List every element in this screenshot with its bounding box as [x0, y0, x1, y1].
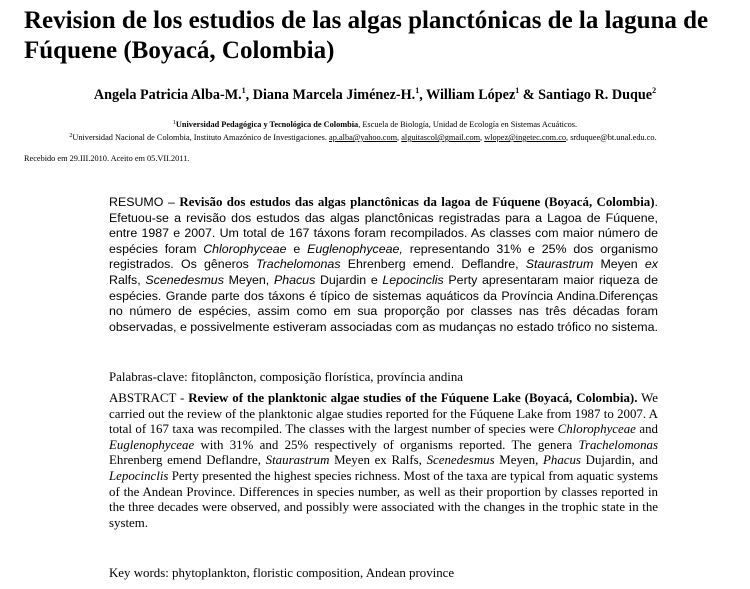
- email-text: srduquee@bt.unal.edu.co: [570, 133, 655, 142]
- resumo-text: Meyen: [593, 257, 645, 272]
- affiliation-marker: 1: [241, 86, 246, 95]
- abstract-text: We carried out the review of the planktonic algae studies reported for the Fúquene Lake from 1987 to 2007. A total of 167 taxa was recompiled. The classes with the largest number of species were: [109, 391, 658, 437]
- author-name: Santiago R. Duque: [538, 87, 653, 103]
- taxon-name: Staurastrum: [265, 453, 330, 468]
- abstract-text: Meyen,: [494, 453, 543, 468]
- resumo-label: RESUMO –: [109, 195, 180, 209]
- affiliation-marker: 2: [69, 133, 73, 139]
- received-date: Recebido em 29.III.2010. Aceito em 05.VII.2011.: [24, 154, 190, 163]
- resumo-text: Dujardin e: [315, 272, 383, 287]
- taxon-name: Chlorophyceae: [557, 422, 636, 437]
- abstract-heading: Review of the planktonic algae studies of the Fúquene Lake (Boyacá, Colombia).: [188, 391, 638, 405]
- resumo-text: Perty apresentaram maior riqueza de espécies. Grande parte dos táxons é típico de sistemas aquáticos da Província Andina.Diferenças no número de espécies, assim como em sua proporção por classes nas três décadas foram observadas, e possivelmente estiveram associadas com as mudanças no estado trófico no sistema.: [109, 272, 658, 334]
- taxon-name: Lepocinclis: [382, 272, 444, 287]
- author-name: Diana Marcela Jiménez-H.: [252, 87, 416, 103]
- taxon-name: Phacus: [543, 453, 581, 468]
- affiliation-end: .: [654, 133, 657, 142]
- author-separator: ,: [245, 87, 253, 103]
- affiliation-institution: Universidad Pedagógica y Tecnológica de Colombia: [175, 120, 359, 129]
- affiliation-marker: 1: [172, 120, 176, 126]
- taxon-name: Trachelomonas: [578, 437, 658, 452]
- abstract-text: and: [635, 422, 658, 437]
- author-separator: &: [519, 87, 539, 103]
- abstract-label: ABSTRACT -: [109, 391, 189, 405]
- taxon-name: Staurastrum: [525, 257, 594, 272]
- affiliation-detail: , Escuela de Biología, Unidad de Ecología en Sistemas Acuáticos.: [358, 120, 578, 129]
- resumo-text: Meyen,: [223, 272, 274, 287]
- email-link[interactable]: ap.alba@yahoo.com: [329, 133, 398, 142]
- affiliation-1: [0, 120, 750, 129]
- author-name: William López: [426, 87, 516, 103]
- abstract-text: Dujardin, and: [580, 453, 658, 468]
- resumo-heading: Revisão dos estudos das algas planctônicas da lagoa de Fúquene (Boyacá, Colombia): [179, 195, 655, 209]
- taxon-name: Phacus: [273, 272, 316, 287]
- resumo-text: representando 31% e 25% dos organismo registrados. Os gêneros: [109, 241, 658, 272]
- affiliation-2: [0, 133, 738, 142]
- abstract-text: Ehrenberg emend Deflandre,: [109, 453, 266, 468]
- paper-title: Revision de los estudios de las algas planctónicas de la laguna de Fúquene (Boyacá, Colombia): [24, 7, 709, 64]
- abstract-text: Perty presented the highest species richness. Most of the taxa are typical from aquatic systems of the Andean Province. Differences in species number, as well as their proportion by classes reported in the three decades were observed, and possibly were associated with the changes in the trophic state in the system.: [109, 468, 658, 530]
- resumo-paragraph: [109, 195, 658, 335]
- resumo-text: e: [286, 241, 308, 256]
- email-separator: ,: [397, 133, 402, 142]
- affiliation-detail: Universidad Nacional de Colombia, Instituto Amazónico de Investigaciones.: [72, 133, 330, 142]
- email-link[interactable]: wlopez@ingetec.com.co: [484, 133, 567, 142]
- abstract-paragraph: [109, 391, 658, 531]
- resumo-text: Ehrenberg emend. Deflandre,: [340, 257, 526, 272]
- resumo-text: . Efetuou-se a revisão dos estudos das algas planctônicas registradas para a Lagoa de Fúquene, entre 1987 e 2007. Um total de 167 táxons foram recompilados. As classes com maior número de espécies foram: [109, 195, 658, 256]
- abstract-text: Meyen ex Ralfs,: [329, 453, 427, 468]
- palabras-clave: Palabras-clave: fitoplâncton, composição florística, província andina: [109, 370, 464, 384]
- email-separator: ,: [566, 133, 571, 142]
- key-words: Key words: phytoplankton, floristic composition, Andean province: [109, 566, 455, 580]
- taxon-name: Lepocinclis: [109, 468, 169, 483]
- abstract-text: with 31% and 25% respectively of organisms reported. The genera: [194, 437, 579, 452]
- taxon-name: Euglenophyceae: [109, 437, 195, 452]
- resumo-text: Ralfs,: [109, 272, 146, 287]
- taxon-name: ex: [644, 257, 658, 272]
- taxon-name: Scenedesmus: [426, 453, 495, 468]
- taxon-name: Scenedesmus: [145, 272, 224, 287]
- taxon-name: Trachelomonas: [256, 257, 341, 272]
- affiliation-marker: 2: [652, 86, 657, 95]
- author-separator: ,: [419, 87, 427, 103]
- affiliation-marker: 1: [415, 86, 420, 95]
- affiliation-marker: 1: [515, 86, 520, 95]
- taxon-name: Chlorophyceae: [203, 241, 287, 256]
- email-link[interactable]: alguitascol@gmail.com: [401, 133, 481, 142]
- author-list: [0, 86, 750, 104]
- email-separator: ,: [480, 133, 485, 142]
- author-name: Angela Patricia Alba-M.: [93, 87, 242, 103]
- taxon-name: Euglenophyceae,: [307, 241, 403, 256]
